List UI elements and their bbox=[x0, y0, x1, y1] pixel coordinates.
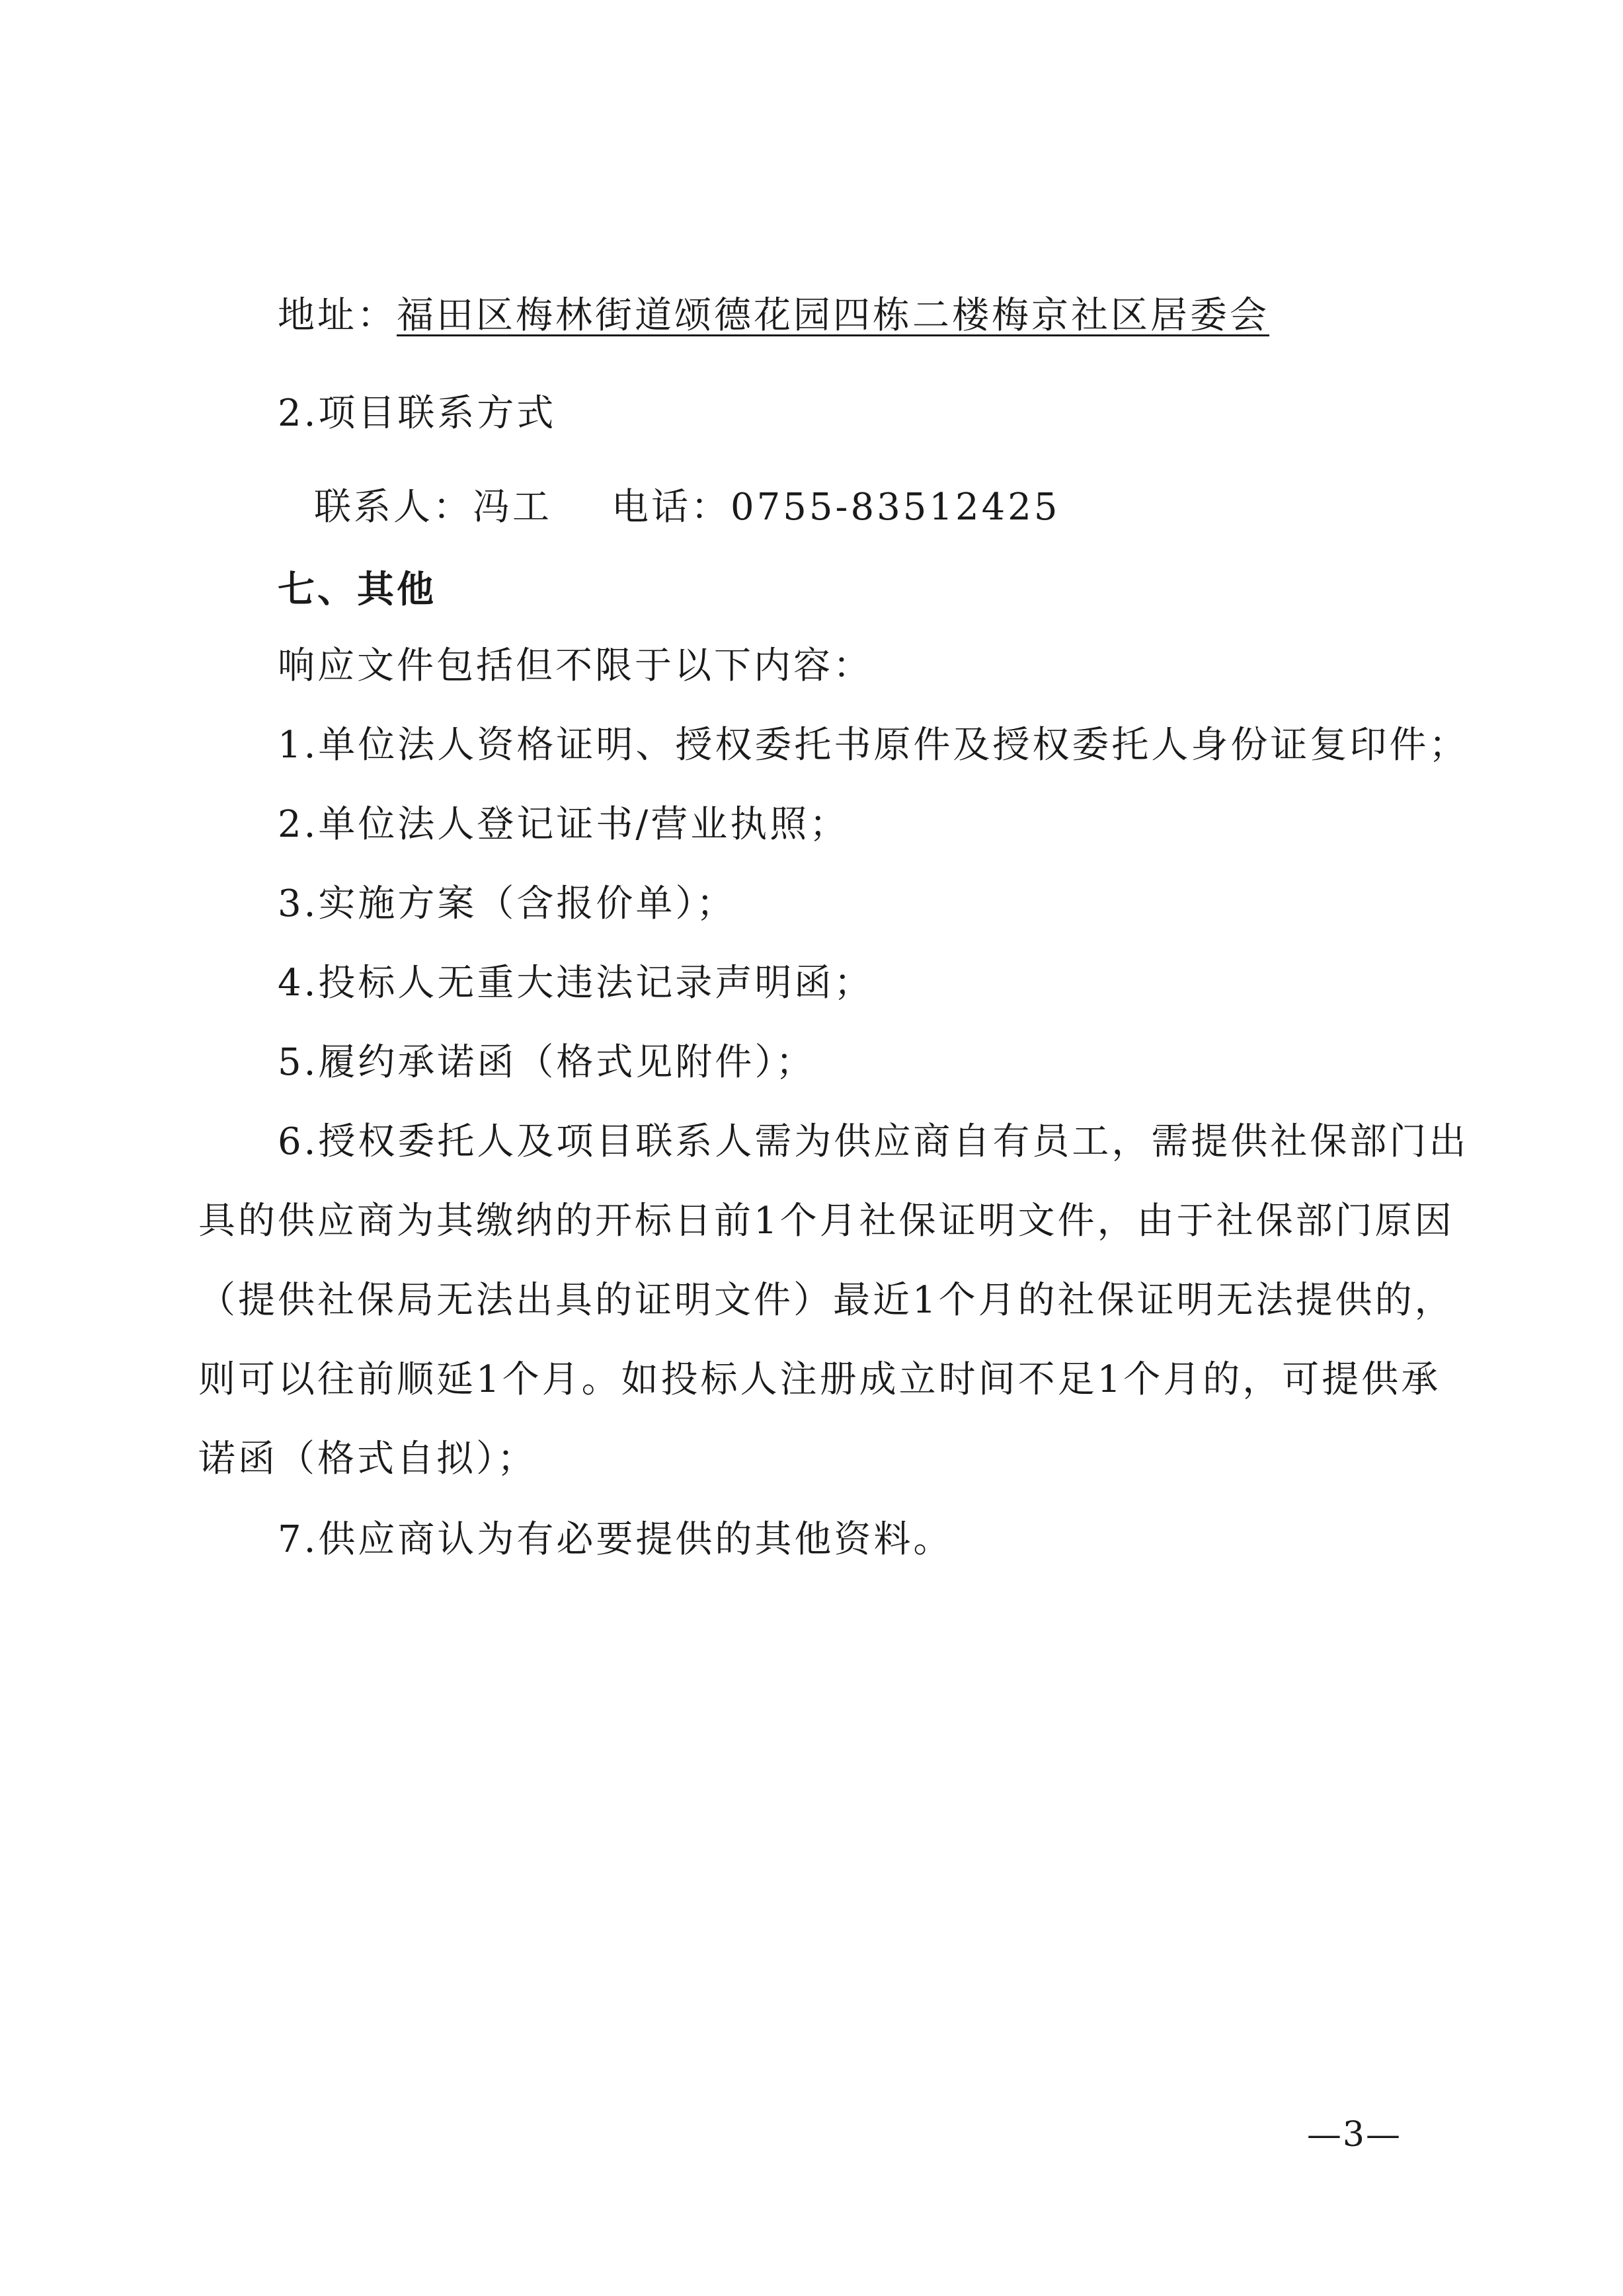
list-item: 4.投标人无重大违法记录声明函； bbox=[278, 962, 874, 1005]
item6-line: 诺函（格式自拟）； bbox=[198, 1437, 537, 1480]
section-heading: 七、其他 bbox=[278, 568, 436, 611]
item6-line: （提供社保局无法出具的证明文件）最近1个月的社保证明无法提供的， bbox=[198, 1279, 1454, 1322]
item6-line: 具的供应商为其缴纳的开标日前1个月社保证明文件，由于社保部门原因 bbox=[198, 1200, 1454, 1243]
page-number: —3— bbox=[1306, 2115, 1402, 2155]
contact-line bbox=[314, 481, 1060, 534]
list-item: 7.供应商认为有必要提供的其他资料。 bbox=[278, 1518, 953, 1561]
address-line bbox=[278, 289, 1269, 342]
list-item: 1.单位法人资格证明、授权委托书原件及授权委托人身份证复印件； bbox=[278, 724, 1469, 767]
item6-line: 则可以往前顺延1个月。如投标人注册成立时间不足1个月的，可提供承 bbox=[198, 1358, 1441, 1401]
list-item: 5.履约承诺函（格式见附件）； bbox=[278, 1041, 816, 1084]
intro-paragraph: 响应文件包括但不限于以下内容： bbox=[278, 644, 873, 687]
list-item: 3.实施方案（含报价单）； bbox=[278, 882, 736, 925]
contact-phone: 电话：0755-83512425 bbox=[612, 486, 1060, 529]
list-item: 2.单位法人登记证书/营业执照； bbox=[278, 803, 850, 846]
item6-line: 6.授权委托人及项目联系人需为供应商自有员工，需提供社保部门出 bbox=[278, 1120, 1469, 1163]
address-label: 地址： bbox=[278, 294, 397, 337]
contact-heading: 2.项目联系方式 bbox=[278, 392, 557, 435]
contact-person: 联系人：冯工 bbox=[314, 486, 552, 529]
address-value: 福田区梅林街道颂德花园四栋二楼梅京社区居委会 bbox=[397, 294, 1269, 337]
